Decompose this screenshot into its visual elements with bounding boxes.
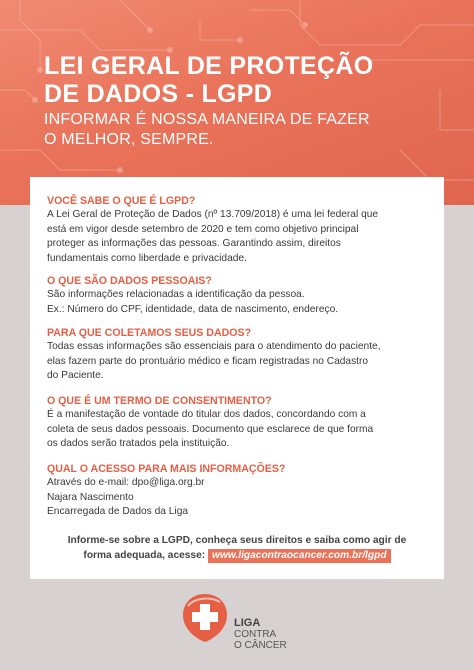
faq-answer: São informações relacionadas a identificação da pessoa. Ex.: Número do CPF, identidade, data de nascimento, endereço. (47, 289, 339, 315)
faq-section-consent (47, 395, 442, 452)
title-line-2: DE DADOS - LGPD (44, 80, 273, 108)
faq-question: VOCÊ SABE O QUE É LGPD? (47, 195, 196, 207)
faq-answer: Através do e-mail: dpo@liga.org.br Najara Nascimento Encarregada de Dados da Liga (47, 477, 205, 518)
faq-section-why-collect (47, 327, 442, 384)
title-line-1: LEI GERAL DE PROTEÇÃO (44, 52, 374, 80)
logo-wordmark (234, 618, 287, 651)
faq-answer: É a manifestação de vontade do titular dos dados, concordando com a coleta de seus dados pessoais. Documento que esclarece de que forma os dados serão tratados pela instituição. (47, 409, 374, 450)
logo-line-2: CONTRA (234, 629, 277, 640)
page-title (44, 52, 373, 108)
faq-section-lgpd (47, 195, 442, 266)
faq-question: QUAL O ACESSO PARA MAIS INFORMAÇÕES? (47, 463, 286, 475)
footer-cta (30, 534, 444, 563)
subtitle-line-1: INFORMAR É NOSSA MANEIRA DE FAZER (44, 111, 370, 128)
lgpd-url-link[interactable]: www.ligacontraocancer.com.br/lgpd (208, 549, 391, 564)
subtitle-line-2: O MELHOR, SEMPRE. (44, 131, 214, 148)
faq-section-personal-data (47, 275, 442, 317)
info-card (30, 177, 444, 579)
logo-line-3: O CÂNCER (234, 640, 287, 651)
page-subtitle (44, 110, 370, 150)
footer-line-2-prefix: forma adequada, acesse: (83, 549, 206, 561)
faq-question: PARA QUE COLETAMOS SEUS DADOS? (47, 327, 252, 339)
footer-line-1: Informe-se sobre a LGPD, conheça seus direitos e saiba como agir de (67, 535, 407, 546)
faq-answer: A Lei Geral de Proteção de Dados (nº 13.709/2018) é uma lei federal que está em vigor desde setembro de 2020 e tem como objetivo principal proteger as informações das pessoas. Garantindo assim, direitos fundamentais como liberdade e privacidade. (47, 209, 379, 264)
footer-line-2 (30, 549, 444, 564)
faq-answer: Todas essas informações são essenciais para o atendimento do paciente, elas fazem parte do prontuário médico e ficam registradas no Cadastro do Paciente. (47, 341, 381, 382)
faq-question: O QUE SÃO DADOS PESSOAIS? (47, 275, 212, 287)
liga-cross-icon (180, 592, 230, 644)
faq-question: O QUE É UM TERMO DE CONSENTIMENTO? (47, 395, 272, 407)
logo-line-1: LIGA (234, 617, 261, 629)
liga-logo (180, 592, 310, 662)
faq-section-contact (47, 463, 442, 520)
header-banner (0, 0, 474, 205)
